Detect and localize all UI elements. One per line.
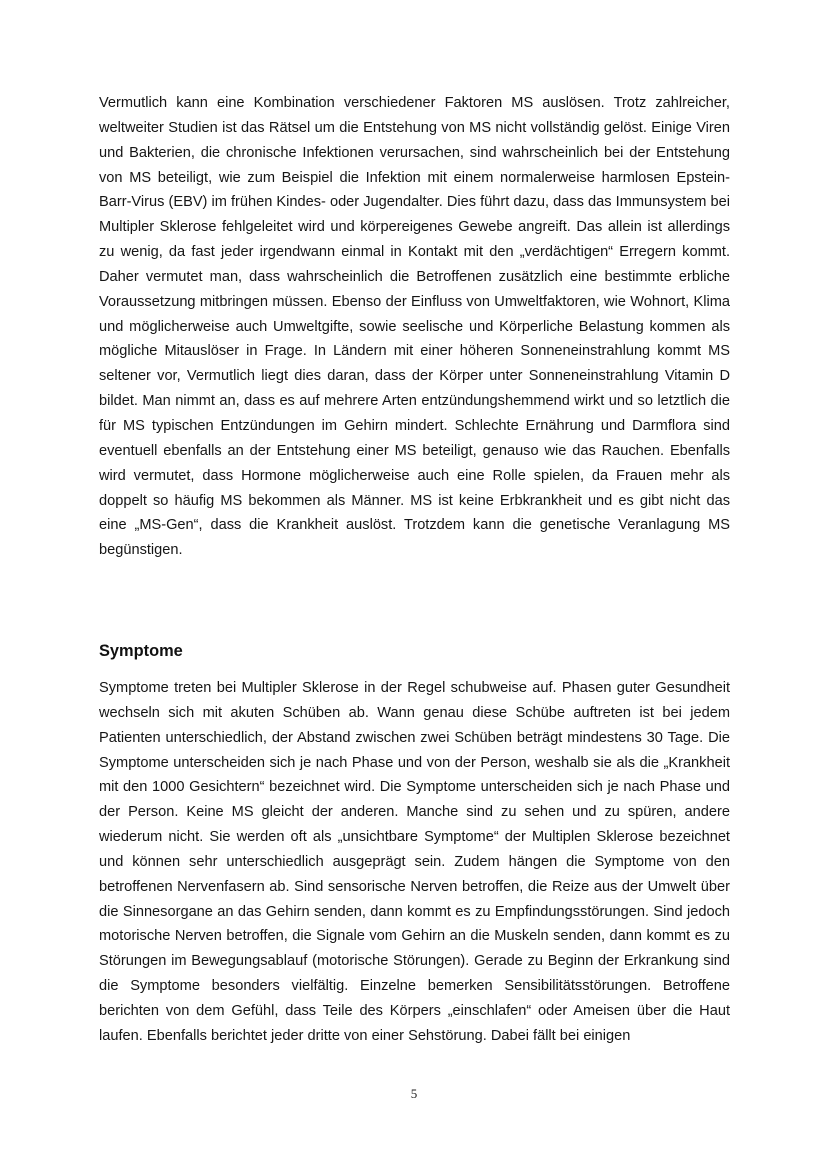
body-paragraph-symptoms: Symptome treten bei Multipler Sklerose in der Regel schubweise auf. Phasen guter Gesundheit wechseln sich mit akuten Schüben ab. Wann genau diese Schübe auftreten ist bei jedem Patienten unterschiedlich, der Abstand zwischen zwei Schüben beträgt mindestens 30 Tage. Die Symptome unterscheiden sich je nach Phase und von der Person, weshalb sie als die „Krankheit mit den 1000 Gesichtern“ bezeichnet wird. Die Symptome unterscheiden sich je nach Phase und der Person. Keine MS gleicht der anderen. Manche sind zu sehen und zu spüren, andere wiederum nicht. Sie werden oft als „unsichtbare Symptome“ der Multiplen Sklerose bezeichnet und können sehr unterschiedlich ausgeprägt sein. Zudem hängen die Symptome von den betroffenen Nervenfasern ab. Sind sensorische Nerven betroffen, die Reize aus der Umwelt über die Sinnesorgane an das Gehirn senden, dann kommt es zu Empfindungsstörungen. Sind jedoch motorische Nerven betroffen, die Signale vom Gehirn an die Muskeln senden, dann kommt es zu Störungen im Bewegungsablauf (motorische Störungen). Gerade zu Beginn der Erkrankung sind die Symptome besonders vielfältig. Einzelne bemerken Sensibilitätsstörungen. Betroffene berichten von dem Gefühl, dass Teile des Körpers „einschlafen“ oder Ameisen über die Haut laufen. Ebenfalls berichtet jeder dritte von einer Sehstörung. Dabei fällt bei einigen <box>99 680 730 1044</box>
page-number: 5 <box>410 1086 418 1101</box>
section-heading-symptome: Symptome <box>99 642 183 660</box>
body-paragraph-causes: Vermutlich kann eine Kombination verschiedener Faktoren MS auslösen. Trotz zahlreicher, weltweiter Studien ist das Rätsel um die Entstehung von MS nicht vollständig gelöst. Einige Viren und Bakterien, die chronische Infektionen verursachen, sind wahrscheinlich bei der Entstehung von MS beteiligt, wie zum Beispiel die Infektion mit einem normalerweise harmlosen Epstein-Barr-Virus (EBV) im frühen Kindes- oder Jugendalter. Dies führt dazu, dass das Immunsystem bei Multipler Sklerose fehlgeleitet wird und körpereigenes Gewebe angreift. Das allein ist allerdings zu wenig, da fast jeder irgendwann einmal in Kontakt mit den „verdächtigen“ Erregern kommt. Daher vermutet man, dass wahrscheinlich die Betroffenen zusätzlich eine bestimmte erbliche Voraussetzung mitbringen müssen. Ebenso der Einfluss von Umweltfaktoren, wie Wohnort, Klima und möglicherweise auch Umweltgifte, sowie seelische und Körperliche Belastung kommen als mögliche Mitauslöser in Frage. In Ländern mit einer höheren Sonneneinstrahlung kommt MS seltener vor, Vermutlich liegt dies daran, dass der Körper unter Sonneneinstrahlung Vitamin D bildet. Man nimmt an, dass es auf mehrere Arten entzündungshemmend wirkt und so letztlich die für MS typischen Entzündungen im Gehirn mindert. Schlechte Ernährung und Darmflora sind eventuell ebenfalls an der Entstehung einer MS beteiligt, genauso wie das Rauchen. Ebenfalls wird vermutet, dass Hormone möglicherweise auch eine Rolle spielen, da Frauen mehr als doppelt so häufig MS bekommen als Männer. MS ist keine Erbkrankheit und es gibt nicht das eine „MS-Gen“, dass die Krankheit auslöst. Trotzdem kann die genetische Veranlagung MS begünstigen. <box>99 95 730 559</box>
